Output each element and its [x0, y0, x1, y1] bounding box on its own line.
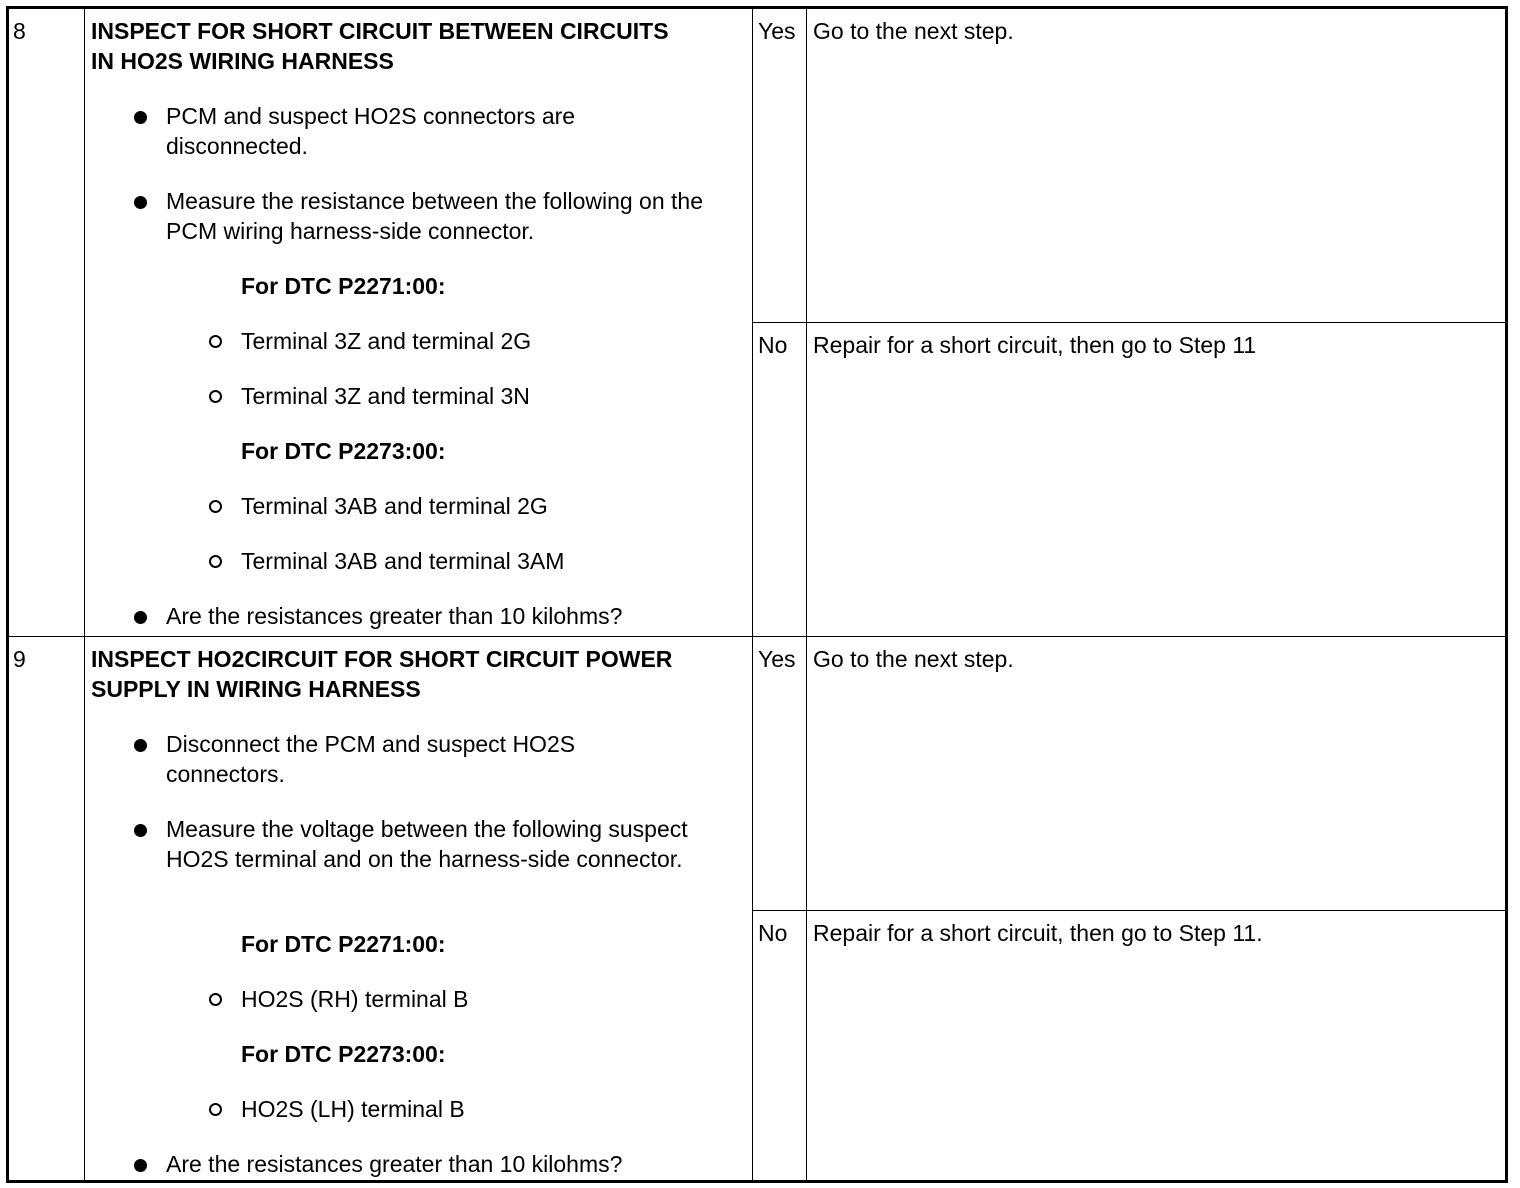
- bullet-text: Measure the voltage between the following suspect HO2S terminal and on the harness-side connector.: [166, 816, 688, 872]
- dtc-heading: For DTC P2271:00:: [241, 931, 446, 957]
- bullet-icon: [134, 111, 147, 124]
- circle-bullet-icon: [209, 1103, 222, 1116]
- no-label: No: [758, 920, 788, 946]
- yes-label-cell: [753, 637, 807, 910]
- sub-item-text: HO2S (RH) terminal B: [241, 986, 469, 1012]
- step-number: 9: [13, 646, 26, 672]
- action-cell: [85, 9, 753, 636]
- dtc-heading: For DTC P2273:00:: [241, 438, 446, 464]
- dtc-heading: For DTC P2273:00:: [241, 1041, 446, 1067]
- sub-item-text: HO2S (LH) terminal B: [241, 1096, 465, 1122]
- bullet-icon: [134, 196, 147, 209]
- step-number-cell: [9, 637, 85, 1181]
- bullet-text: PCM and suspect HO2S connectors are disconnected.: [166, 103, 576, 159]
- step-number: 8: [13, 18, 26, 44]
- bullet-icon: [134, 824, 147, 837]
- sub-item-text: Terminal 3AB and terminal 2G: [241, 493, 548, 519]
- circle-bullet-icon: [209, 993, 222, 1006]
- step-title: [91, 16, 669, 76]
- step-title-line: INSPECT HO2CIRCUIT FOR SHORT CIRCUIT POWER: [91, 646, 673, 672]
- no-label-cell: [753, 911, 807, 1182]
- result-cell: [753, 9, 1505, 636]
- yes-label-cell: [753, 9, 807, 322]
- sub-item-text: Terminal 3Z and terminal 2G: [241, 328, 532, 354]
- no-label: No: [758, 332, 788, 358]
- circle-bullet-icon: [209, 555, 222, 568]
- step-row-8: [9, 9, 1505, 636]
- step-title-line: SUPPLY IN WIRING HARNESS: [91, 676, 421, 702]
- result-cell: [753, 637, 1505, 1181]
- question-text: Are the resistances greater than 10 kilohms?: [166, 603, 623, 629]
- step-title: [91, 644, 672, 704]
- no-result: [753, 910, 1505, 1182]
- yes-label: Yes: [758, 646, 796, 672]
- sub-item-text: Terminal 3Z and terminal 3N: [241, 383, 530, 409]
- bullet-icon: [134, 1159, 147, 1172]
- sub-item-text: Terminal 3AB and terminal 3AM: [241, 548, 565, 574]
- yes-label: Yes: [758, 18, 796, 44]
- bullet-icon: [134, 739, 147, 752]
- step-row-9: [9, 636, 1505, 1181]
- dtc-heading: For DTC P2271:00:: [241, 273, 446, 299]
- yes-action: Go to the next step.: [813, 646, 1014, 672]
- bullet-text: Disconnect the PCM and suspect HO2S connectors.: [166, 731, 576, 787]
- circle-bullet-icon: [209, 390, 222, 403]
- yes-result: [753, 9, 1505, 322]
- bullet-text: Measure the resistance between the following on the PCM wiring harness-side connector.: [166, 188, 703, 244]
- yes-action: Go to the next step.: [813, 18, 1014, 44]
- yes-result: [753, 637, 1505, 910]
- diagnostic-procedure-table: [6, 6, 1508, 1183]
- no-action: Repair for a short circuit, then go to Step 11.: [813, 920, 1263, 946]
- bullet-icon: [134, 611, 147, 624]
- question-text: Are the resistances greater than 10 kilohms?: [166, 1151, 623, 1177]
- circle-bullet-icon: [209, 335, 222, 348]
- circle-bullet-icon: [209, 500, 222, 513]
- step-number-cell: [9, 9, 85, 636]
- step-title-line: INSPECT FOR SHORT CIRCUIT BETWEEN CIRCUITS: [91, 18, 669, 44]
- no-result: [753, 322, 1505, 637]
- step-title-line: IN HO2S WIRING HARNESS: [91, 48, 394, 74]
- action-cell: [85, 637, 753, 1181]
- no-action: Repair for a short circuit, then go to Step 11: [813, 332, 1257, 358]
- no-label-cell: [753, 323, 807, 637]
